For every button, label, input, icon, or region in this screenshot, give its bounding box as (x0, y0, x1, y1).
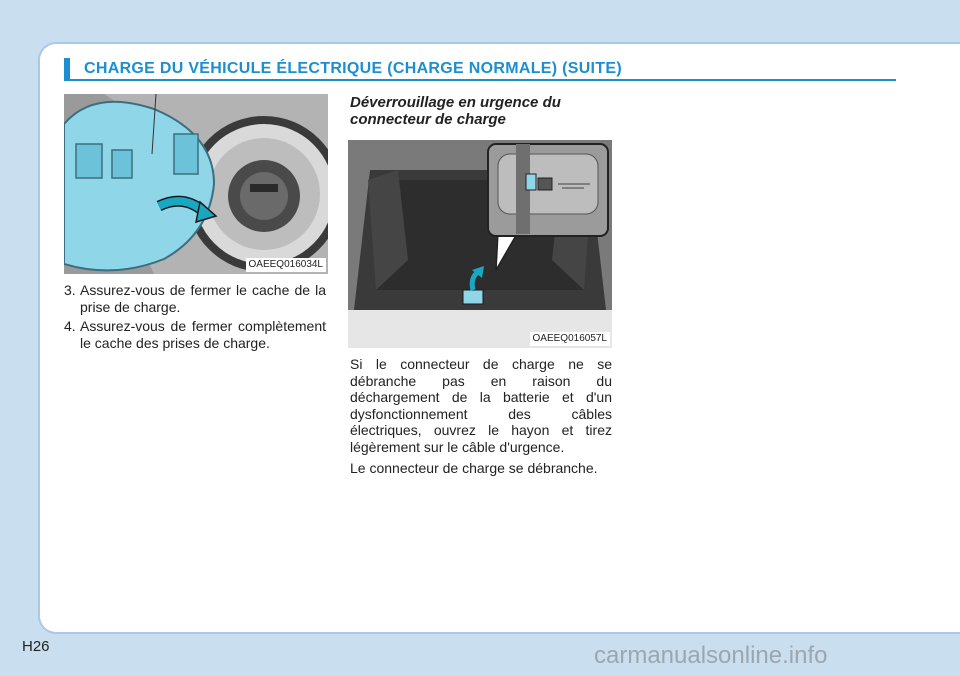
charging-port-figure (64, 94, 328, 274)
page-title: CHARGE DU VÉHICULE ÉLECTRIQUE (CHARGE NORMALE) (SUITE) (84, 60, 622, 77)
section-header (64, 58, 896, 82)
step-number: 4. (64, 318, 76, 334)
step-4 (64, 318, 326, 352)
figure-code-1: OAEEQ016034L (246, 258, 327, 272)
figure-code-2: OAEEQ016057L (530, 332, 611, 346)
step-text: Assurez-vous de fermer le cache de la prise de charge. (80, 282, 326, 315)
page-number: H26 (22, 638, 50, 655)
header-accent-bar (64, 58, 70, 80)
trunk-emergency-cable-figure (348, 140, 612, 348)
watermark: carmanualsonline.info (594, 642, 828, 669)
charging-port-illustration (64, 94, 328, 274)
trunk-illustration (348, 140, 612, 348)
step-text: Assurez-vous de fermer complètement le cache des prises de charge. (80, 318, 326, 351)
section-subheading: Déverrouillage en urgence du connecteur de charge (350, 94, 561, 128)
header-underline (64, 79, 896, 81)
paragraph-1: Si le connecteur de charge ne se débranche pas en raison du déchargement de la batterie et d'un dysfonctionnement des câbles électriques, ouvrez le hayon et tirez légèrement sur le câble d'urgence. (350, 356, 612, 455)
step-number: 3. (64, 282, 76, 298)
paragraph-2: Le connecteur de charge se débranche. (350, 460, 598, 476)
step-3 (64, 282, 326, 316)
